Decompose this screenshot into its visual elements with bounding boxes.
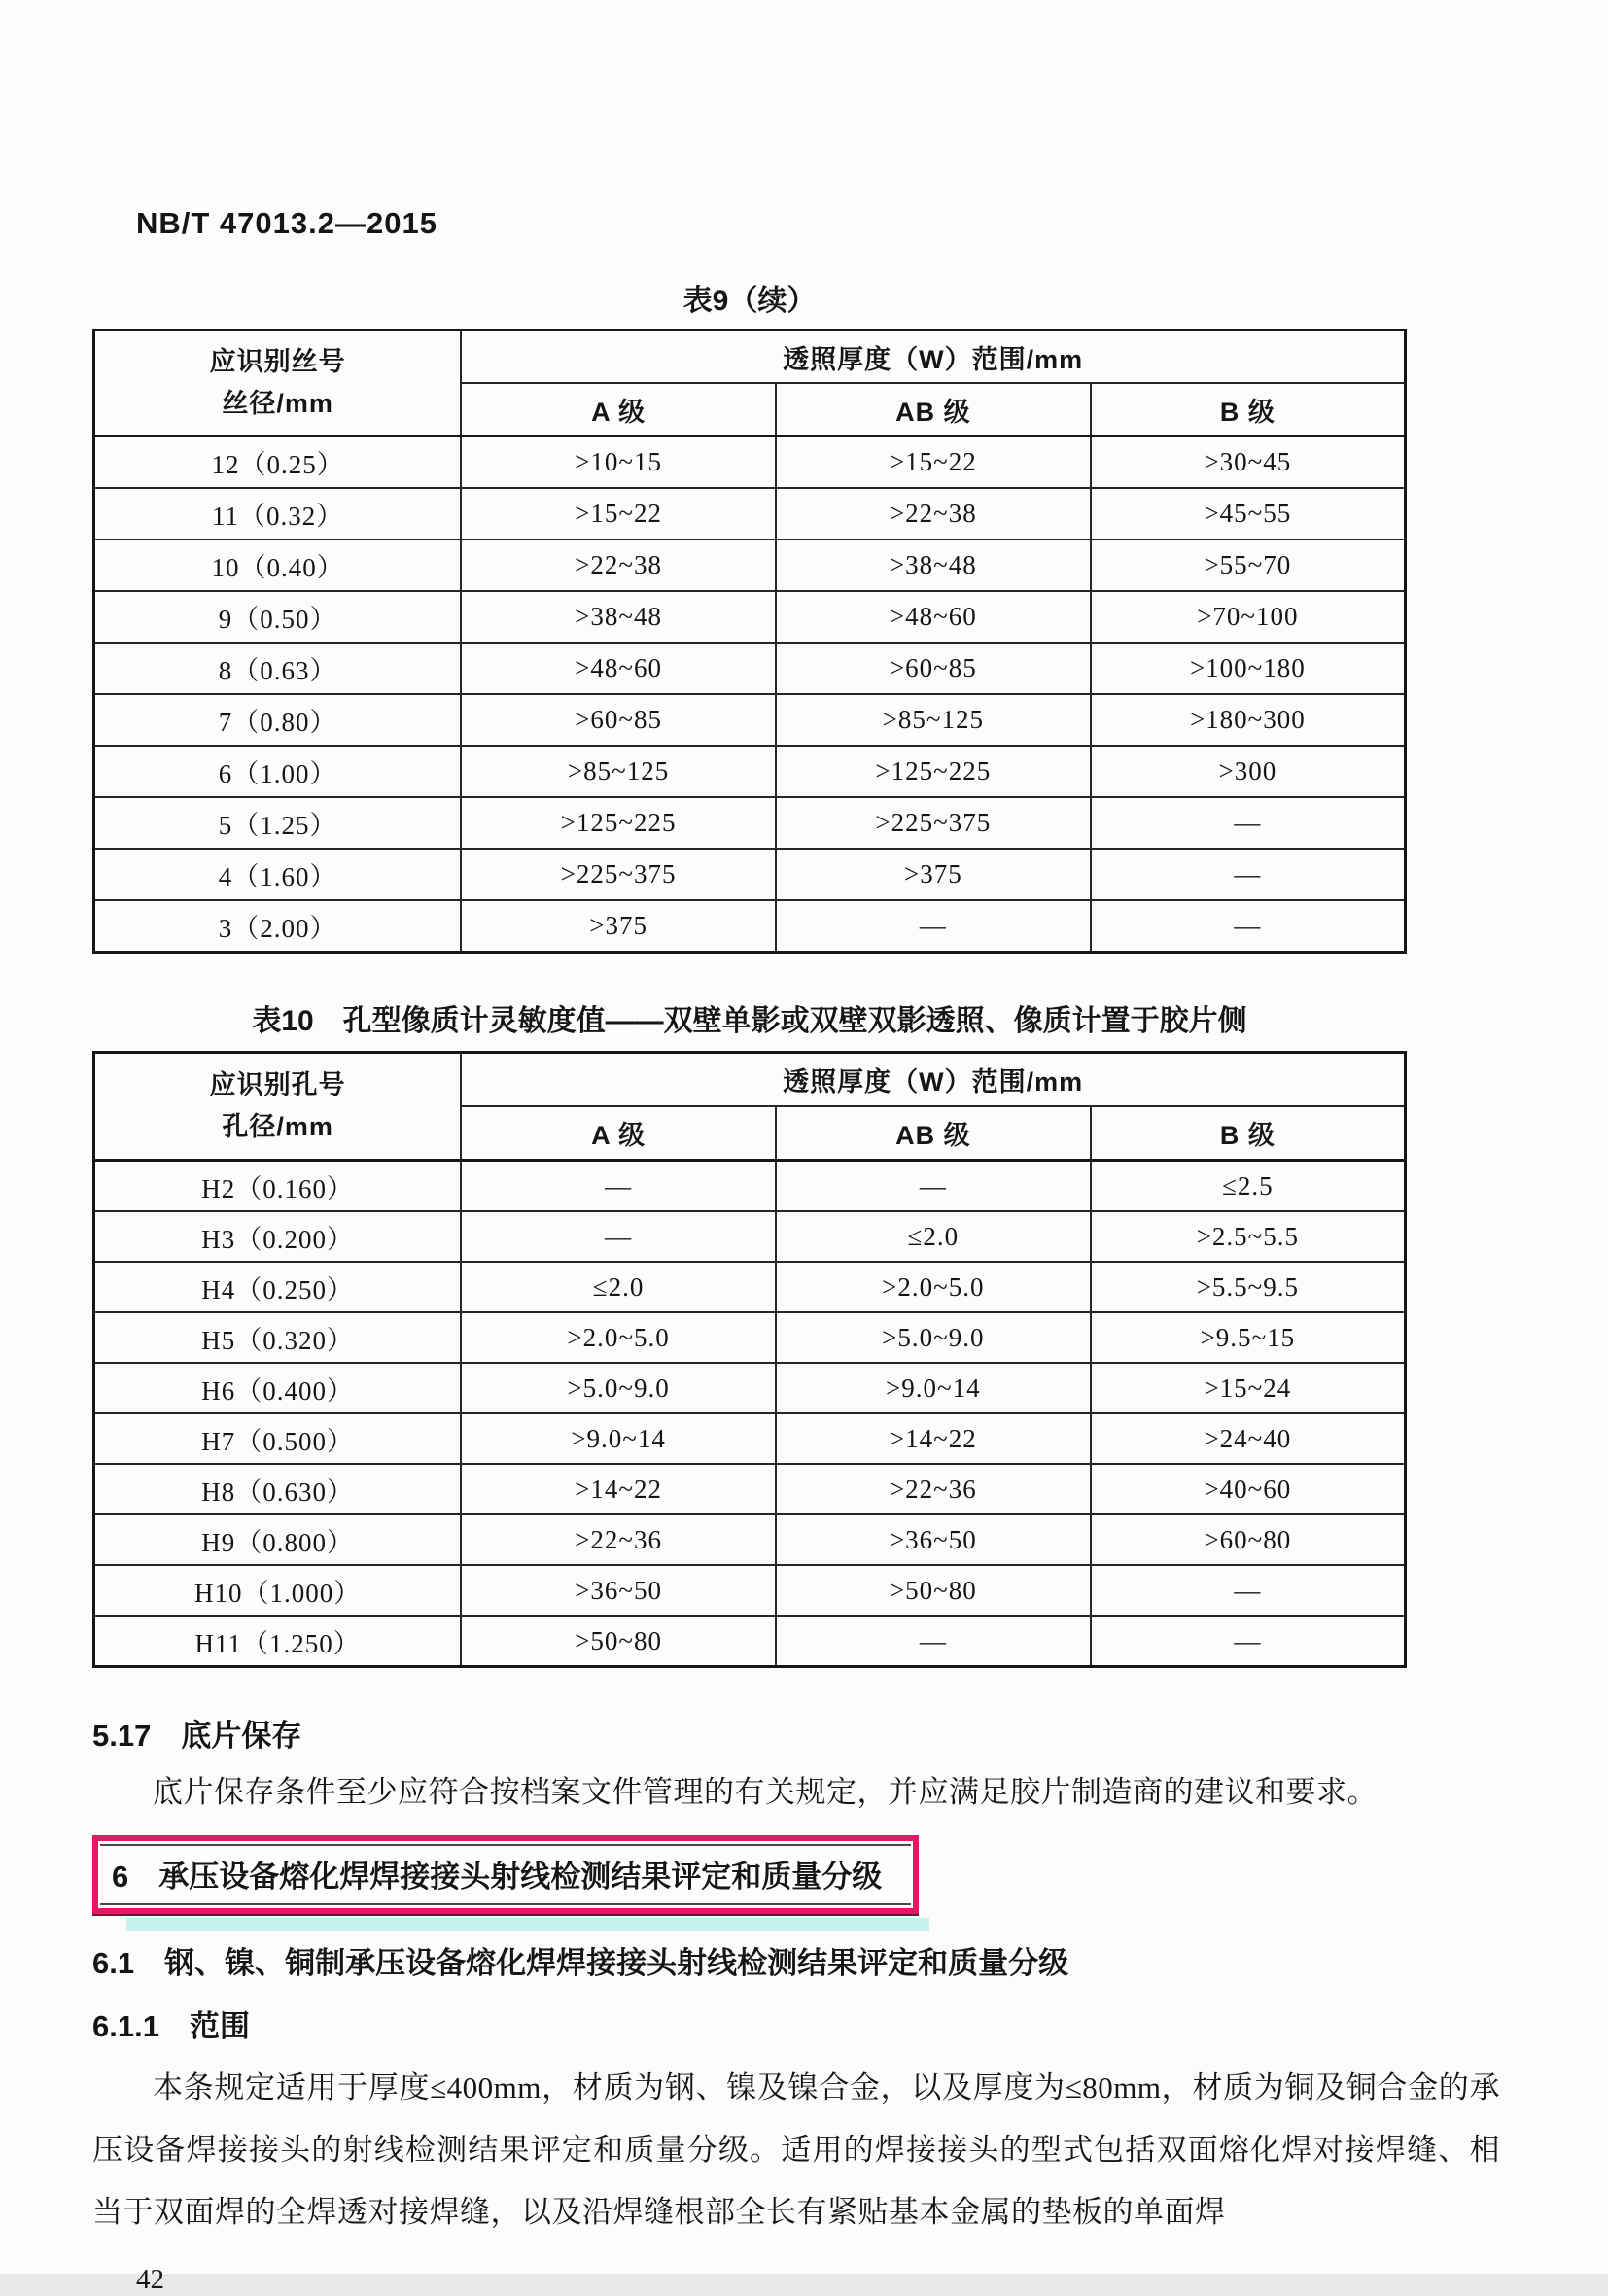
highlight-annotation-box bbox=[92, 1835, 919, 1914]
table-cell: H8（0.630） bbox=[94, 1464, 462, 1514]
table-cell: 4（1.60） bbox=[94, 849, 462, 900]
table-cell: 8（0.63） bbox=[94, 643, 462, 694]
table-cell: — bbox=[1091, 797, 1406, 849]
table-cell: >2.0~5.0 bbox=[461, 1312, 776, 1363]
table-cell: >40~60 bbox=[1091, 1464, 1406, 1514]
table-cell: >38~48 bbox=[776, 539, 1091, 591]
table-cell: >60~85 bbox=[776, 643, 1091, 694]
table-cell: H6（0.400） bbox=[94, 1363, 462, 1413]
table-cell: 6（1.00） bbox=[94, 746, 462, 797]
table-cell: — bbox=[1091, 1565, 1406, 1616]
table-row bbox=[94, 900, 1406, 953]
table-cell: >60~85 bbox=[461, 694, 776, 746]
table-cell: — bbox=[776, 1161, 1091, 1212]
section-6-1-1-heading: 6.1.1 范围 bbox=[92, 2008, 250, 2043]
table-cell: >5.0~9.0 bbox=[776, 1312, 1091, 1363]
table-cell: H3（0.200） bbox=[94, 1211, 462, 1262]
table-row bbox=[94, 1616, 1406, 1667]
table-cell: >50~80 bbox=[461, 1616, 776, 1667]
table-row bbox=[94, 488, 1406, 539]
table-9 bbox=[92, 329, 1407, 954]
table-cell: >22~38 bbox=[461, 539, 776, 591]
table9-rowhead-line2: 丝径/mm bbox=[222, 389, 333, 418]
table-row bbox=[94, 1312, 1406, 1363]
table-cell: >24~40 bbox=[1091, 1413, 1406, 1464]
table-row bbox=[94, 694, 1406, 746]
table-cell: >9.0~14 bbox=[776, 1363, 1091, 1413]
table-row bbox=[94, 1565, 1406, 1616]
table-cell: — bbox=[1091, 849, 1406, 900]
table-row bbox=[94, 849, 1406, 900]
table-cell: >5.0~9.0 bbox=[461, 1363, 776, 1413]
table-cell: H4（0.250） bbox=[94, 1262, 462, 1312]
table-row bbox=[94, 1413, 1406, 1464]
page-number: 42 bbox=[136, 2263, 164, 2295]
table-cell: >85~125 bbox=[776, 694, 1091, 746]
table-cell: >2.0~5.0 bbox=[776, 1262, 1091, 1312]
table-cell: 9（0.50） bbox=[94, 591, 462, 643]
table-cell: H10（1.000） bbox=[94, 1565, 462, 1616]
table9-col-a: A 级 bbox=[461, 383, 776, 436]
table9-col-ab: AB 级 bbox=[776, 383, 1091, 436]
table10-span-header: 透照厚度（W）范围/mm bbox=[461, 1053, 1405, 1107]
section-5-17-paragraph: 底片保存条件至少应符合按档案文件管理的有关规定，并应满足胶片制造商的建议和要求。 bbox=[153, 1775, 1378, 1809]
table-cell: >22~36 bbox=[776, 1464, 1091, 1514]
table-cell: >55~70 bbox=[1091, 539, 1406, 591]
table10-col-b: B 级 bbox=[1091, 1106, 1406, 1161]
table9-span-header: 透照厚度（W）范围/mm bbox=[461, 330, 1405, 384]
table-cell: >5.5~9.5 bbox=[1091, 1262, 1406, 1312]
table-cell: ≤2.0 bbox=[461, 1262, 776, 1312]
table-cell: >9.5~15 bbox=[1091, 1312, 1406, 1363]
table-cell: >375 bbox=[776, 849, 1091, 900]
table10-col-a: A 级 bbox=[461, 1106, 776, 1161]
section-5-17-heading: 5.17 底片保存 bbox=[92, 1719, 302, 1753]
section-6-heading: 6 承压设备熔化焊焊接接头射线检测结果评定和质量分级 bbox=[112, 1859, 883, 1894]
table-cell: >22~38 bbox=[776, 488, 1091, 539]
table-cell: >38~48 bbox=[461, 591, 776, 643]
section-6-1-1-paragraph: 本条规定适用于厚度≤400mm，材质为钢、镍及镍合金，以及厚度为≤80mm，材质为铜及铜合金的承压设备焊接接头的射线检测结果评定和质量分级。适用的焊接接头的型式包括双面熔化焊对接焊缝、相当于双面焊的全焊透对接焊缝，以及沿焊缝根部全长有紧贴基本金属的垫板的单面焊 bbox=[92, 2070, 1500, 2230]
table-row bbox=[94, 797, 1406, 849]
table-cell: >300 bbox=[1091, 746, 1406, 797]
table-cell: >70~100 bbox=[1091, 591, 1406, 643]
table-cell: — bbox=[1091, 1616, 1406, 1667]
table-cell: H5（0.320） bbox=[94, 1312, 462, 1363]
table-row bbox=[94, 746, 1406, 797]
table-row bbox=[94, 1262, 1406, 1312]
table-cell: >85~125 bbox=[461, 746, 776, 797]
table-cell: >225~375 bbox=[461, 849, 776, 900]
table-cell: >36~50 bbox=[461, 1565, 776, 1616]
table-cell: >125~225 bbox=[461, 797, 776, 849]
table9-rowhead-line1: 应识别丝号 bbox=[209, 346, 346, 376]
table-cell: >48~60 bbox=[776, 591, 1091, 643]
table9-rowhead-header bbox=[94, 330, 462, 436]
table9-title: 表9（续） bbox=[682, 285, 817, 317]
table-cell: >375 bbox=[461, 900, 776, 953]
table-cell: >50~80 bbox=[776, 1565, 1091, 1616]
table-cell: ≤2.5 bbox=[1091, 1161, 1406, 1212]
table-cell: >22~36 bbox=[461, 1514, 776, 1565]
table-cell: — bbox=[461, 1161, 776, 1212]
table-cell: >9.0~14 bbox=[461, 1413, 776, 1464]
table-row bbox=[94, 643, 1406, 694]
table-cell: >48~60 bbox=[461, 643, 776, 694]
table-row bbox=[94, 1514, 1406, 1565]
table10-rowhead-header bbox=[94, 1053, 462, 1161]
table-cell: H9（0.800） bbox=[94, 1514, 462, 1565]
table-cell: >100~180 bbox=[1091, 643, 1406, 694]
table10-title: 表10 孔型像质计灵敏度值——双壁单影或双壁双影透照、像质计置于胶片侧 bbox=[252, 1005, 1247, 1037]
section-6-1-heading: 6.1 钢、镍、铜制承压设备熔化焊焊接接头射线检测结果评定和质量分级 bbox=[92, 1945, 1069, 1980]
table-row bbox=[94, 1464, 1406, 1514]
table-cell: >180~300 bbox=[1091, 694, 1406, 746]
table-cell: 10（0.40） bbox=[94, 539, 462, 591]
table-cell: >45~55 bbox=[1091, 488, 1406, 539]
table-cell: — bbox=[1091, 900, 1406, 953]
standard-number: NB/T 47013.2—2015 bbox=[136, 206, 437, 240]
table-cell: >2.5~5.5 bbox=[1091, 1211, 1406, 1262]
table-cell: >10~15 bbox=[461, 436, 776, 489]
table-cell: H11（1.250） bbox=[94, 1616, 462, 1667]
table10-col-ab: AB 级 bbox=[776, 1106, 1091, 1161]
table-cell: ≤2.0 bbox=[776, 1211, 1091, 1262]
table10-rowhead-line2: 孔径/mm bbox=[222, 1112, 333, 1141]
table-cell: >225~375 bbox=[776, 797, 1091, 849]
table-cell: H2（0.160） bbox=[94, 1161, 462, 1212]
table-cell: >15~24 bbox=[1091, 1363, 1406, 1413]
cyan-highlight-strip bbox=[126, 1918, 929, 1931]
table-cell: >36~50 bbox=[776, 1514, 1091, 1565]
table-row bbox=[94, 1161, 1406, 1212]
table-cell: >125~225 bbox=[776, 746, 1091, 797]
table-cell: 7（0.80） bbox=[94, 694, 462, 746]
table-row bbox=[94, 1211, 1406, 1262]
table-cell: >14~22 bbox=[776, 1413, 1091, 1464]
table-cell: >14~22 bbox=[461, 1464, 776, 1514]
table-row bbox=[94, 539, 1406, 591]
table10-rowhead-line1: 应识别孔号 bbox=[209, 1069, 346, 1099]
highlight-box-inner bbox=[100, 1844, 911, 1905]
table-row bbox=[94, 330, 1406, 384]
table-row bbox=[94, 591, 1406, 643]
table-cell: 3（2.00） bbox=[94, 900, 462, 953]
table-row bbox=[94, 1053, 1406, 1107]
table-row bbox=[94, 436, 1406, 489]
table-cell: >30~45 bbox=[1091, 436, 1406, 489]
table-cell: 5（1.25） bbox=[94, 797, 462, 849]
table-cell: >15~22 bbox=[776, 436, 1091, 489]
table9-col-b: B 级 bbox=[1091, 383, 1406, 436]
table-cell: — bbox=[461, 1211, 776, 1262]
table9-header bbox=[94, 330, 1406, 436]
table-cell: — bbox=[776, 900, 1091, 953]
table-cell: >15~22 bbox=[461, 488, 776, 539]
table-cell: 12（0.25） bbox=[94, 436, 462, 489]
table-cell: 11（0.32） bbox=[94, 488, 462, 539]
table-cell: H7（0.500） bbox=[94, 1413, 462, 1464]
table-cell: >60~80 bbox=[1091, 1514, 1406, 1565]
table-cell: — bbox=[776, 1616, 1091, 1667]
table10-header bbox=[94, 1053, 1406, 1161]
table-10 bbox=[92, 1051, 1407, 1668]
table-row bbox=[94, 1363, 1406, 1413]
